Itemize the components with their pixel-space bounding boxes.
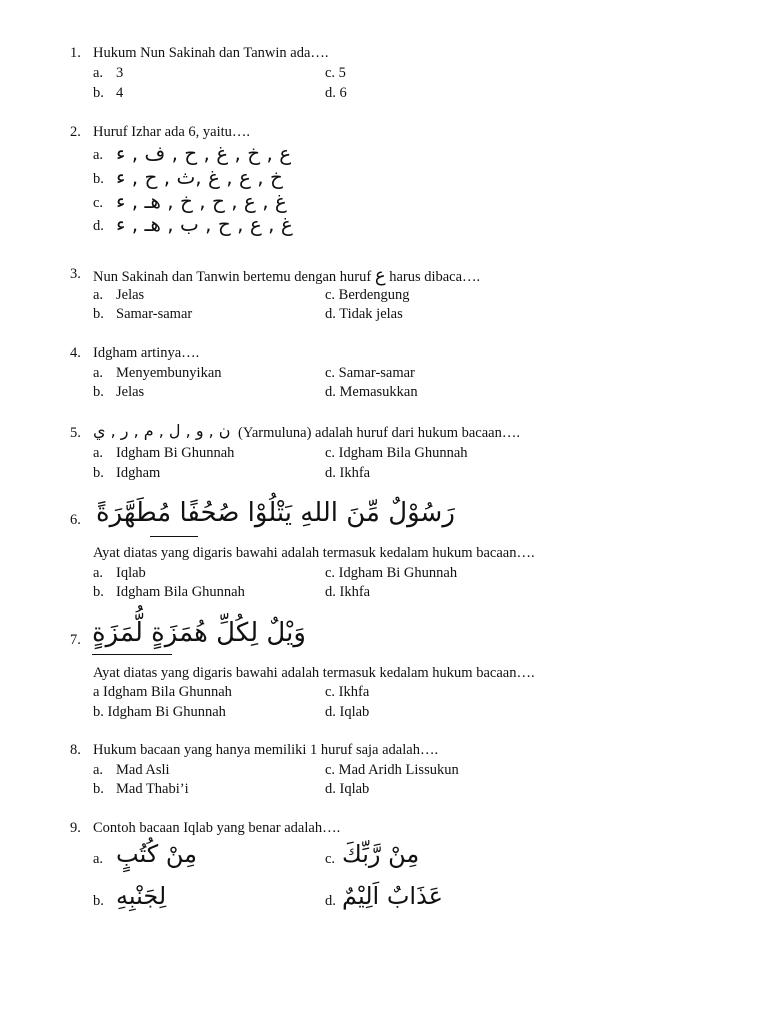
question-9-text: Contoh bacaan Iqlab yang benar adalah…. xyxy=(93,820,341,836)
option-label-b: b. xyxy=(93,306,104,322)
option-label-b: b. xyxy=(93,465,104,481)
option-label-c: c. xyxy=(325,851,336,867)
option-label-b: b. xyxy=(93,893,104,909)
question-6-option-a: Iqlab xyxy=(116,565,146,581)
question-5-number: 5. xyxy=(70,425,81,441)
question-4-option-a: Menyembunyikan xyxy=(116,365,222,381)
question-3-option-b: Samar-samar xyxy=(116,306,193,322)
question-8-option-d: d. Iqlab xyxy=(325,781,370,797)
question-6-number: 6. xyxy=(70,512,81,528)
question-4-text: Idgham artinya…. xyxy=(93,345,200,361)
question-5-letters: ن , و , ل , م , ر , ي xyxy=(93,421,231,440)
question-2-option-b: خ , ع , غ ,ث , ح , ء xyxy=(116,165,283,189)
option-label-b: b. xyxy=(93,171,104,187)
question-2-number: 2. xyxy=(70,124,81,140)
question-5-text: (Yarmuluna) adalah huruf dari hukum bacaan…. xyxy=(238,425,520,441)
question-3-text xyxy=(93,267,480,285)
question-2-option-d: غ , ع , ح , ب , هـ , ء xyxy=(116,212,293,236)
option-label-a: a. xyxy=(93,762,104,778)
question-9-option-a: مِنْ كُتُبٍ xyxy=(116,840,197,868)
ain-letter: ع xyxy=(374,265,386,286)
question-9-option-c: مِنْ رَّبِّكَ xyxy=(342,840,420,868)
question-7-option-c: c. Ikhfa xyxy=(325,684,370,700)
question-7-option-d: d. Iqlab xyxy=(325,704,370,720)
question-4-option-b: Jelas xyxy=(116,384,145,400)
question-3-number: 3. xyxy=(70,266,81,282)
question-3-text-after: harus dibaca…. xyxy=(389,269,481,285)
option-label-a: a. xyxy=(93,365,104,381)
question-6-verse: رَسُوْلٌ مِّنَ اللهِ يَتْلُوْا صُحُفًا مُطَهَّرَةً xyxy=(96,498,455,528)
option-label-a: a. xyxy=(93,445,104,461)
question-8-option-b: Mad Thabi’i xyxy=(116,781,189,797)
question-1-text: Hukum Nun Sakinah dan Tanwin ada…. xyxy=(93,45,329,61)
option-label-a: a. xyxy=(93,287,104,303)
question-8-text: Hukum bacaan yang hanya memiliki 1 huruf saja adalah…. xyxy=(93,742,439,758)
option-label-a: a. xyxy=(93,147,104,163)
question-5-option-a: Idgham Bi Ghunnah xyxy=(116,445,235,461)
question-6-text: Ayat diatas yang digaris bawahi adalah termasuk kedalam hukum bacaan…. xyxy=(93,545,535,561)
question-5-option-c: c. Idgham Bila Ghunnah xyxy=(325,445,468,461)
question-1-option-a: 3 xyxy=(116,65,124,81)
option-label-b: b. xyxy=(93,384,104,400)
question-8-number: 8. xyxy=(70,742,81,758)
option-label-c: c. xyxy=(93,195,104,211)
option-label-b: b. xyxy=(93,584,104,600)
option-label-b: b. xyxy=(93,781,104,797)
question-3-option-c: c. Berdengung xyxy=(325,287,410,303)
option-label-d: d. xyxy=(325,893,336,909)
question-1-option-c: c. 5 xyxy=(325,65,346,81)
question-4-option-d: d. Memasukkan xyxy=(325,384,418,400)
question-2-option-c: غ , ع , ح , خ , هـ , ء xyxy=(116,189,287,213)
question-9-option-d: عَذَابٌ اَلِيْمٌ xyxy=(342,882,444,910)
option-label-d: d. xyxy=(93,218,104,234)
question-7-verse: وَيْلٌ لِكُلِّ هُمَزَةٍ لُّمَزَةٍ xyxy=(92,618,306,648)
option-label-b: b. xyxy=(93,85,104,101)
question-3-text-before: Nun Sakinah dan Tanwin bertemu dengan huruf xyxy=(93,269,372,285)
question-7-option-b: b. Idgham Bi Ghunnah xyxy=(93,704,226,720)
question-3-option-d: d. Tidak jelas xyxy=(325,306,403,322)
question-6-option-d: d. Ikhfa xyxy=(325,584,371,600)
question-7-option-a: a Idgham Bila Ghunnah xyxy=(93,684,232,700)
verse-underline xyxy=(150,536,198,537)
question-2-option-a: ع , خ , غ , ح , ف , ء xyxy=(116,141,292,165)
question-4-number: 4. xyxy=(70,345,81,361)
question-1-option-b: 4 xyxy=(116,85,124,101)
question-1-number: 1. xyxy=(70,45,81,61)
question-9-option-b: لِجَنْبِهِ xyxy=(116,882,167,910)
question-4-option-c: c. Samar-samar xyxy=(325,365,415,381)
question-8-option-c: c. Mad Aridh Lissukun xyxy=(325,762,459,778)
option-label-a: a. xyxy=(93,65,104,81)
verse-underline xyxy=(92,654,172,655)
question-6-option-c: c. Idgham Bi Ghunnah xyxy=(325,565,458,581)
option-label-a: a. xyxy=(93,851,104,867)
question-1-option-d: d. 6 xyxy=(325,85,347,101)
question-7-text: Ayat diatas yang digaris bawahi adalah termasuk kedalam hukum bacaan…. xyxy=(93,665,535,681)
question-5-option-b: Idgham xyxy=(116,465,161,481)
question-6-option-b: Idgham Bila Ghunnah xyxy=(116,584,245,600)
question-8-option-a: Mad Asli xyxy=(116,762,170,778)
question-7-number: 7. xyxy=(70,632,81,648)
question-3-option-a: Jelas xyxy=(116,287,145,303)
option-label-a: a. xyxy=(93,565,104,581)
question-5-option-d: d. Ikhfa xyxy=(325,465,371,481)
question-9-number: 9. xyxy=(70,820,81,836)
question-2-text: Huruf Izhar ada 6, yaitu…. xyxy=(93,124,251,140)
